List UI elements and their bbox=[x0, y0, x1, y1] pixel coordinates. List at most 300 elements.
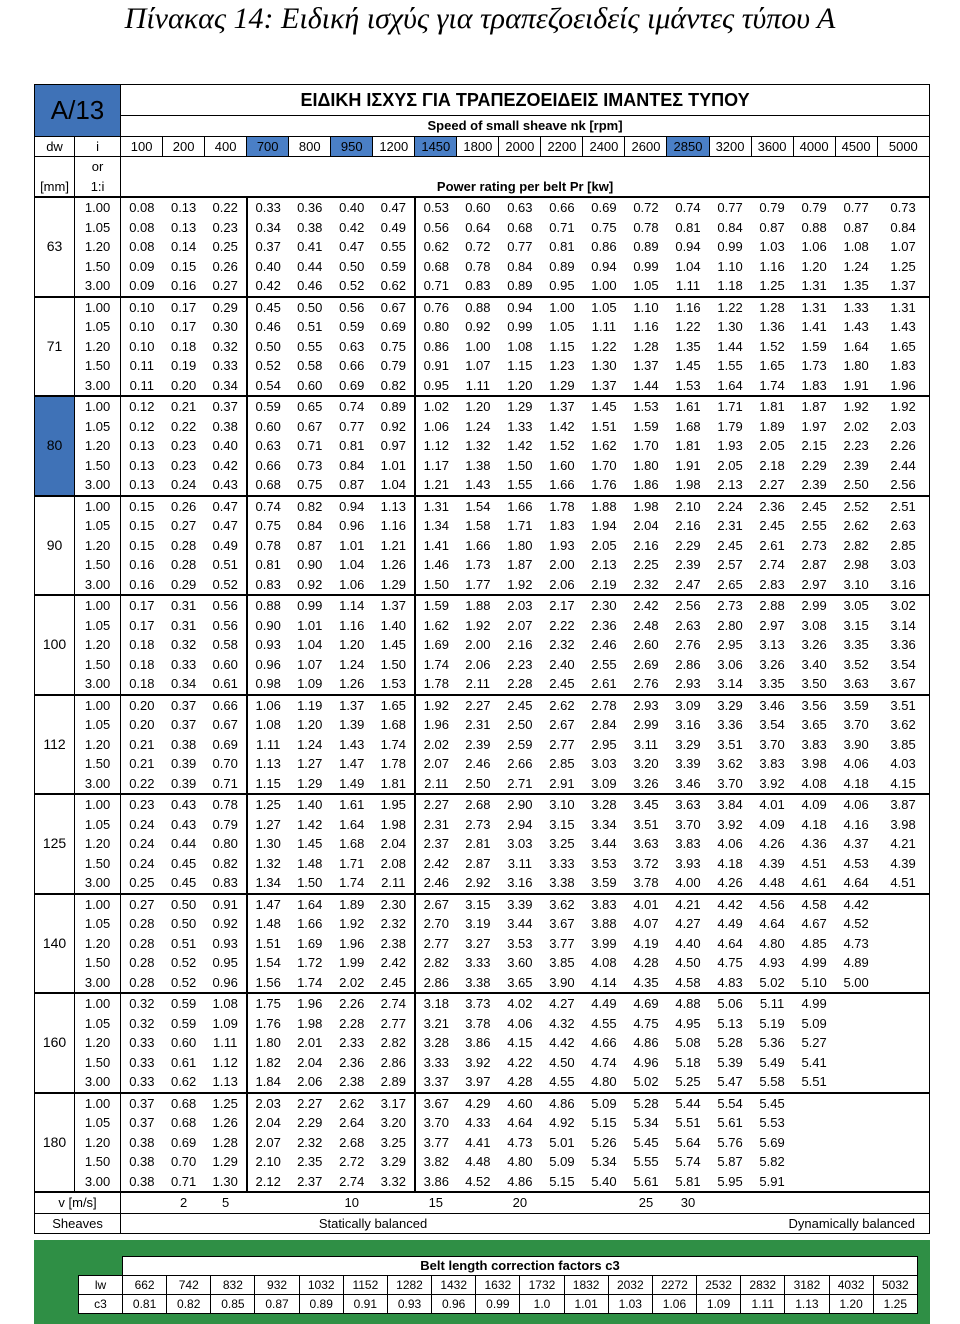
table-row bbox=[35, 356, 930, 376]
power-value: 1.35 bbox=[835, 276, 877, 297]
velocity-blank bbox=[457, 1192, 499, 1213]
power-value: 0.59 bbox=[380, 258, 406, 274]
ratio-value: 1.20 bbox=[75, 436, 121, 456]
power-value: 0.74 bbox=[667, 197, 709, 218]
power-value: 4.60 bbox=[499, 1093, 541, 1114]
ratio-value: 3.00 bbox=[75, 276, 121, 297]
power-value: 1.92 bbox=[415, 695, 457, 716]
ratio-value: 3.00 bbox=[75, 376, 121, 397]
power-value: 0.89 bbox=[499, 276, 541, 297]
correction-heading-row bbox=[79, 1257, 918, 1276]
power-value: 1.04 bbox=[675, 258, 701, 274]
table-row bbox=[35, 436, 930, 456]
power-value bbox=[877, 1072, 929, 1093]
power-value: 1.29 bbox=[541, 376, 583, 397]
power-value: 2.76 bbox=[675, 637, 701, 653]
power-value: 2.11 bbox=[457, 674, 499, 695]
power-value: 0.22 bbox=[205, 197, 247, 218]
velocity-value: 25 bbox=[625, 1192, 667, 1213]
lw-value: 1282 bbox=[387, 1276, 431, 1295]
power-value: 5.41 bbox=[801, 1054, 827, 1070]
power-value: 0.99 bbox=[289, 595, 331, 616]
lw-value: 1632 bbox=[476, 1276, 520, 1295]
power-value: 3.86 bbox=[415, 1172, 457, 1193]
power-value: 0.51 bbox=[212, 557, 238, 573]
power-value: 3.13 bbox=[759, 637, 785, 653]
power-value: 4.83 bbox=[709, 973, 751, 994]
power-value: 1.45 bbox=[297, 836, 323, 852]
power-value: 3.16 bbox=[499, 873, 541, 894]
power-value: 4.09 bbox=[759, 816, 785, 832]
ratio-value: 3.00 bbox=[75, 475, 121, 496]
power-value: 2.46 bbox=[465, 756, 491, 772]
power-value: 4.42 bbox=[549, 1035, 575, 1051]
power-value: 0.63 bbox=[339, 338, 365, 354]
power-value: 1.77 bbox=[457, 575, 499, 596]
power-value: 1.73 bbox=[465, 557, 491, 573]
power-value: 0.33 bbox=[129, 1054, 155, 1070]
ratio-value: 1.20 bbox=[75, 536, 121, 556]
power-value: 4.66 bbox=[591, 1035, 617, 1051]
power-value bbox=[877, 953, 929, 973]
power-value: 4.95 bbox=[675, 1015, 701, 1031]
ratio-value: 1.05 bbox=[75, 218, 121, 238]
power-value: 0.42 bbox=[212, 457, 238, 473]
power-value: 2.86 bbox=[415, 973, 457, 994]
power-value: 1.66 bbox=[297, 916, 323, 932]
power-value: 1.43 bbox=[877, 317, 929, 337]
power-value: 3.15 bbox=[457, 894, 499, 915]
i-header-or: or bbox=[75, 157, 121, 177]
power-value: 2.26 bbox=[331, 993, 373, 1014]
power-value: 2.28 bbox=[499, 674, 541, 695]
power-value: 0.84 bbox=[717, 219, 743, 235]
power-value: 1.66 bbox=[465, 537, 491, 553]
power-value: 3.73 bbox=[457, 993, 499, 1014]
power-value: 1.22 bbox=[675, 319, 701, 335]
table-row bbox=[35, 873, 930, 894]
power-value: 1.61 bbox=[331, 794, 373, 815]
power-value: 0.89 bbox=[633, 239, 659, 255]
power-value: 2.27 bbox=[289, 1093, 331, 1114]
table-row bbox=[35, 417, 930, 437]
power-value: 0.92 bbox=[212, 916, 238, 932]
power-value: 1.74 bbox=[415, 655, 457, 675]
power-value: 4.40 bbox=[675, 935, 701, 951]
power-value: 0.45 bbox=[163, 873, 205, 894]
power-value: 3.26 bbox=[801, 637, 827, 653]
lw-value: 932 bbox=[255, 1276, 299, 1295]
power-value: 4.18 bbox=[801, 816, 827, 832]
power-value: 2.86 bbox=[675, 656, 701, 672]
power-value: 3.44 bbox=[507, 916, 533, 932]
power-value: 2.86 bbox=[380, 1054, 406, 1070]
power-rating-sheet bbox=[34, 84, 930, 1234]
power-value: 0.62 bbox=[415, 237, 457, 257]
ratio-value: 1.50 bbox=[75, 555, 121, 575]
power-value: 0.95 bbox=[212, 955, 238, 971]
c3-label: c3 bbox=[79, 1295, 123, 1314]
power-value: 3.38 bbox=[541, 873, 583, 894]
power-value: 0.10 bbox=[121, 297, 163, 318]
velocity-value: 15 bbox=[415, 1192, 457, 1213]
power-value: 1.93 bbox=[549, 537, 575, 553]
lw-value: 4032 bbox=[829, 1276, 873, 1295]
power-value: 3.65 bbox=[499, 973, 541, 994]
power-value: 2.01 bbox=[297, 1035, 323, 1051]
power-value: 1.15 bbox=[247, 774, 289, 795]
ratio-value: 1.05 bbox=[75, 715, 121, 735]
power-value: 0.63 bbox=[247, 436, 289, 456]
table-row bbox=[35, 1033, 930, 1053]
ratio-value: 1.05 bbox=[75, 317, 121, 337]
power-value: 0.94 bbox=[499, 297, 541, 318]
power-value: 3.88 bbox=[591, 916, 617, 932]
c3-value: 0.96 bbox=[432, 1295, 476, 1314]
power-value: 2.16 bbox=[675, 518, 701, 534]
power-value: 1.68 bbox=[675, 418, 701, 434]
speed-header: 2850 bbox=[667, 136, 709, 157]
power-value: 3.82 bbox=[415, 1152, 457, 1172]
table-row bbox=[35, 934, 930, 954]
table-row bbox=[35, 635, 930, 655]
power-value: 0.50 bbox=[289, 297, 331, 318]
power-value: 2.36 bbox=[751, 496, 793, 517]
power-value: 2.69 bbox=[633, 656, 659, 672]
power-value: 0.33 bbox=[247, 197, 289, 218]
power-value: 2.45 bbox=[717, 537, 743, 553]
power-value: 0.42 bbox=[339, 219, 365, 235]
velocity-value: 10 bbox=[331, 1192, 373, 1213]
power-value: 2.29 bbox=[801, 457, 827, 473]
velocity-label: v [m/s] bbox=[35, 1192, 121, 1213]
power-value: 0.71 bbox=[297, 438, 323, 454]
power-value: 0.56 bbox=[212, 617, 238, 633]
power-value: 0.13 bbox=[163, 197, 205, 218]
power-value: 1.98 bbox=[667, 475, 709, 496]
power-value: 1.08 bbox=[843, 239, 869, 255]
power-value: 2.04 bbox=[297, 1054, 323, 1070]
power-value: 0.18 bbox=[170, 338, 197, 354]
power-value: 0.17 bbox=[121, 595, 163, 616]
power-value: 3.09 bbox=[667, 695, 709, 716]
power-value: 0.17 bbox=[129, 617, 155, 633]
power-value: 1.14 bbox=[331, 595, 373, 616]
power-value: 1.16 bbox=[759, 258, 785, 274]
power-value: 4.64 bbox=[717, 935, 743, 951]
power-value: 4.67 bbox=[801, 916, 827, 932]
power-value: 4.48 bbox=[751, 873, 793, 894]
power-value: 4.89 bbox=[843, 955, 869, 971]
power-value: 4.69 bbox=[625, 993, 667, 1014]
power-value: 1.38 bbox=[465, 457, 491, 473]
power-value: 1.07 bbox=[465, 358, 491, 374]
power-value: 0.37 bbox=[121, 1093, 163, 1114]
dw-header: dw bbox=[35, 136, 75, 157]
dw-value: 63 bbox=[35, 197, 75, 297]
power-value: 1.37 bbox=[633, 358, 659, 374]
power-value: 0.37 bbox=[129, 1115, 155, 1131]
power-value: 2.90 bbox=[499, 794, 541, 815]
power-value: 3.60 bbox=[507, 955, 533, 971]
ratio-value: 3.00 bbox=[75, 674, 121, 695]
power-value: 0.71 bbox=[163, 1172, 205, 1193]
power-value: 1.95 bbox=[373, 794, 415, 815]
power-value: 0.99 bbox=[633, 258, 659, 274]
power-value: 2.27 bbox=[751, 475, 793, 496]
power-value: 2.56 bbox=[667, 595, 709, 616]
power-value: 1.33 bbox=[507, 418, 533, 434]
ratio-value: 1.50 bbox=[75, 356, 121, 376]
power-value: 0.74 bbox=[247, 496, 289, 517]
power-value: 0.72 bbox=[625, 197, 667, 218]
power-value: 1.00 bbox=[465, 338, 491, 354]
power-value: 1.96 bbox=[339, 935, 365, 951]
c3-value: 1.20 bbox=[829, 1295, 873, 1314]
power-value: 0.81 bbox=[339, 438, 365, 454]
c3-value: 0.99 bbox=[476, 1295, 520, 1314]
power-value: 3.25 bbox=[549, 836, 575, 852]
power-value: 4.03 bbox=[877, 754, 929, 774]
power-value: 2.39 bbox=[465, 736, 491, 752]
power-value: 2.61 bbox=[759, 537, 785, 553]
table-row bbox=[35, 1072, 930, 1093]
power-value: 3.14 bbox=[877, 616, 929, 636]
power-value: 4.01 bbox=[625, 894, 667, 915]
velocity-blank bbox=[877, 1192, 929, 1213]
power-value: 1.20 bbox=[297, 717, 323, 733]
power-value bbox=[877, 1172, 929, 1193]
power-value: 1.00 bbox=[583, 276, 625, 297]
power-value: 0.52 bbox=[331, 276, 373, 297]
power-value: 3.62 bbox=[877, 715, 929, 735]
main-heading: ΕΙΔΙΚΗ ΙΣΧΥΣ ΓΙΑ ΤΡΑΠΕΖΟΕΙΔΕΙΣ ΙΜΑΝΤΕΣ ΤΥΠΟΥ bbox=[121, 85, 930, 116]
power-value: 0.51 bbox=[170, 935, 197, 951]
power-value: 4.08 bbox=[793, 774, 835, 795]
power-value: 3.63 bbox=[633, 836, 659, 852]
power-value: 1.12 bbox=[415, 436, 457, 456]
power-value: 1.83 bbox=[549, 518, 575, 534]
power-value: 0.59 bbox=[247, 396, 289, 417]
power-value: 1.64 bbox=[339, 816, 365, 832]
power-value: 1.99 bbox=[339, 955, 365, 971]
power-value: 3.03 bbox=[877, 555, 929, 575]
power-value: 1.11 bbox=[247, 735, 289, 755]
power-value: 4.86 bbox=[633, 1035, 659, 1051]
power-value: 1.84 bbox=[247, 1072, 289, 1093]
power-value: 1.16 bbox=[667, 297, 709, 318]
lw-value: 2532 bbox=[697, 1276, 741, 1295]
power-value bbox=[877, 1152, 929, 1172]
power-value bbox=[877, 914, 929, 934]
table-row bbox=[35, 496, 930, 517]
power-value: 5.09 bbox=[583, 1093, 625, 1114]
table-row bbox=[35, 536, 930, 556]
power-value: 0.26 bbox=[163, 496, 205, 517]
power-value: 1.40 bbox=[289, 794, 331, 815]
power-value: 1.43 bbox=[339, 736, 365, 752]
speed-header: 400 bbox=[205, 136, 247, 157]
power-value: 4.33 bbox=[465, 1115, 491, 1131]
power-value: 2.05 bbox=[717, 457, 743, 473]
power-value: 0.22 bbox=[170, 418, 197, 434]
table-row bbox=[35, 953, 930, 973]
power-value: 0.15 bbox=[129, 518, 155, 534]
power-value: 1.61 bbox=[667, 396, 709, 417]
power-value: 1.50 bbox=[380, 656, 406, 672]
power-value: 4.08 bbox=[591, 955, 617, 971]
power-value: 5.18 bbox=[675, 1054, 701, 1070]
power-value: 3.16 bbox=[675, 717, 701, 733]
power-value: 0.14 bbox=[170, 239, 197, 255]
power-value: 2.74 bbox=[331, 1172, 373, 1193]
power-value: 1.56 bbox=[247, 973, 289, 994]
power-value: 5.76 bbox=[717, 1134, 743, 1150]
power-value: 3.51 bbox=[877, 695, 929, 716]
power-value: 2.42 bbox=[380, 955, 406, 971]
power-value: 1.69 bbox=[415, 635, 457, 655]
power-value: 0.41 bbox=[297, 239, 323, 255]
power-value: 3.35 bbox=[843, 637, 869, 653]
power-value: 4.51 bbox=[801, 855, 827, 871]
power-value: 0.90 bbox=[297, 557, 323, 573]
table-row bbox=[35, 237, 930, 257]
power-value: 2.47 bbox=[667, 575, 709, 596]
power-value: 2.10 bbox=[247, 1152, 289, 1172]
power-value: 2.32 bbox=[380, 916, 406, 932]
power-value: 2.27 bbox=[415, 794, 457, 815]
power-value: 1.58 bbox=[465, 518, 491, 534]
power-value bbox=[877, 1053, 929, 1073]
power-value: 0.84 bbox=[507, 258, 533, 274]
power-value: 1.92 bbox=[835, 396, 877, 417]
power-value: 1.11 bbox=[212, 1035, 238, 1051]
power-value: 5.45 bbox=[751, 1093, 793, 1114]
power-value: 1.66 bbox=[499, 496, 541, 517]
power-value: 1.64 bbox=[289, 894, 331, 915]
power-value: 1.80 bbox=[633, 457, 659, 473]
power-value: 2.30 bbox=[373, 894, 415, 915]
power-value: 1.24 bbox=[297, 736, 323, 752]
power-rating-table bbox=[34, 84, 930, 1234]
power-value: 1.65 bbox=[759, 358, 785, 374]
power-value: 4.92 bbox=[549, 1115, 575, 1131]
power-value: 1.36 bbox=[759, 319, 785, 335]
power-value: 1.08 bbox=[507, 338, 533, 354]
power-value: 0.25 bbox=[121, 873, 163, 894]
power-value: 4.55 bbox=[541, 1072, 583, 1093]
power-value: 0.22 bbox=[121, 774, 163, 795]
power-value: 0.43 bbox=[170, 816, 197, 832]
lw-value: 1732 bbox=[520, 1276, 564, 1295]
table-row bbox=[35, 854, 930, 874]
power-value: 2.05 bbox=[591, 537, 617, 553]
power-value: 2.06 bbox=[289, 1072, 331, 1093]
power-value: 0.37 bbox=[205, 396, 247, 417]
power-value: 0.37 bbox=[163, 695, 205, 716]
power-value: 4.16 bbox=[843, 816, 869, 832]
power-value: 1.45 bbox=[675, 358, 701, 374]
table-row bbox=[35, 257, 930, 277]
ratio-value: 1.50 bbox=[75, 953, 121, 973]
ratio-value: 1.00 bbox=[75, 595, 121, 616]
power-value: 2.83 bbox=[751, 575, 793, 596]
power-value: 2.73 bbox=[709, 595, 751, 616]
power-value: 0.15 bbox=[121, 496, 163, 517]
power-value: 2.99 bbox=[633, 717, 659, 733]
power-value: 3.62 bbox=[717, 756, 743, 772]
speed-header: 950 bbox=[331, 136, 373, 157]
power-value: 2.37 bbox=[289, 1172, 331, 1193]
power-value bbox=[877, 1113, 929, 1133]
power-value: 3.11 bbox=[633, 736, 659, 752]
power-value: 1.19 bbox=[289, 695, 331, 716]
power-value: 2.89 bbox=[373, 1072, 415, 1093]
power-value: 0.16 bbox=[121, 575, 163, 596]
power-value: 4.93 bbox=[759, 955, 785, 971]
power-value: 1.28 bbox=[633, 338, 659, 354]
power-value: 3.26 bbox=[759, 656, 785, 672]
power-value: 0.50 bbox=[163, 894, 205, 915]
power-value: 0.77 bbox=[339, 418, 365, 434]
power-value: 3.08 bbox=[801, 617, 827, 633]
power-value: 0.32 bbox=[212, 338, 238, 354]
power-value: 2.36 bbox=[339, 1054, 365, 1070]
power-value: 3.33 bbox=[415, 1053, 457, 1073]
power-value: 3.59 bbox=[835, 695, 877, 716]
power-value: 2.03 bbox=[877, 417, 929, 437]
power-value: 2.25 bbox=[633, 557, 659, 573]
power-value: 5.39 bbox=[717, 1054, 743, 1070]
power-value: 2.59 bbox=[507, 736, 533, 752]
speed-header: 2200 bbox=[541, 136, 583, 157]
table-row bbox=[35, 1093, 930, 1114]
power-value: 3.21 bbox=[415, 1014, 457, 1034]
power-value: 2.04 bbox=[247, 1113, 289, 1133]
power-value: 1.32 bbox=[465, 438, 491, 454]
power-value: 0.37 bbox=[247, 237, 289, 257]
dynamically-balanced-label: Dynamically balanced bbox=[625, 1213, 930, 1234]
power-value: 1.54 bbox=[457, 496, 499, 517]
power-value: 0.73 bbox=[297, 457, 323, 473]
power-value: 0.89 bbox=[373, 396, 415, 417]
power-value: 1.86 bbox=[625, 475, 667, 496]
power-value: 3.40 bbox=[801, 656, 827, 672]
power-value: 4.80 bbox=[507, 1154, 533, 1170]
power-value: 1.04 bbox=[339, 557, 365, 573]
power-value: 2.82 bbox=[415, 953, 457, 973]
power-value: 0.67 bbox=[373, 297, 415, 318]
power-value: 2.45 bbox=[793, 496, 835, 517]
power-value: 2.74 bbox=[759, 557, 785, 573]
power-value: 1.54 bbox=[247, 953, 289, 973]
power-value: 3.63 bbox=[835, 674, 877, 695]
power-value: 1.25 bbox=[247, 794, 289, 815]
power-value: 0.18 bbox=[129, 637, 155, 653]
power-value: 5.54 bbox=[709, 1093, 751, 1114]
power-value: 0.18 bbox=[121, 674, 163, 695]
power-value: 0.32 bbox=[129, 1015, 155, 1031]
power-value: 0.84 bbox=[297, 518, 323, 534]
power-value: 2.39 bbox=[675, 557, 701, 573]
power-value: 4.58 bbox=[667, 973, 709, 994]
power-value: 0.71 bbox=[205, 774, 247, 795]
power-value: 4.21 bbox=[877, 834, 929, 854]
power-value: 3.05 bbox=[835, 595, 877, 616]
power-value: 3.72 bbox=[633, 855, 659, 871]
power-value: 1.42 bbox=[507, 438, 533, 454]
power-value: 2.10 bbox=[667, 496, 709, 517]
